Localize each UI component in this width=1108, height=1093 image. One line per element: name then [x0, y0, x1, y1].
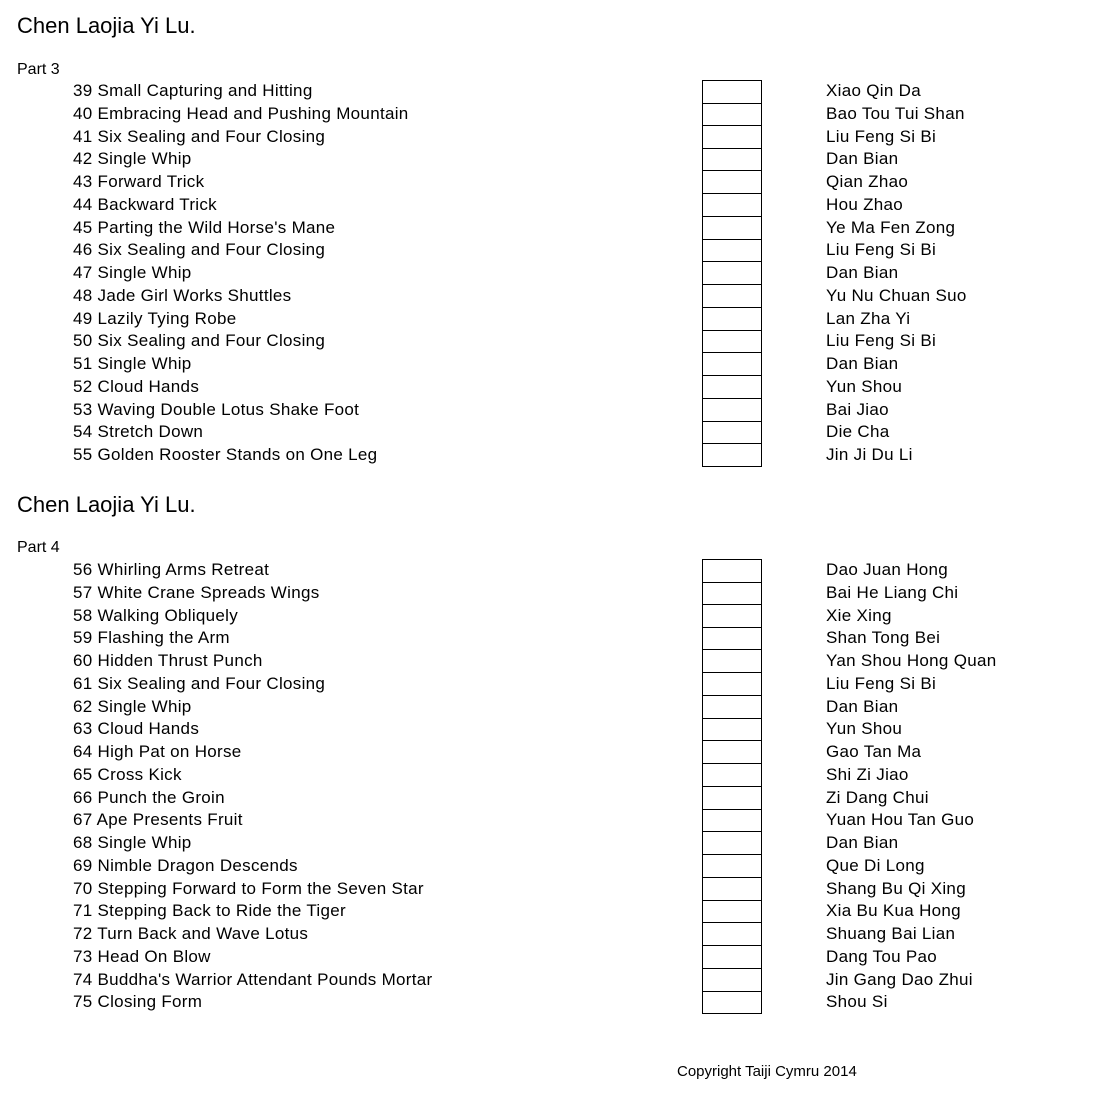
list-item	[0, 809, 1108, 832]
list-item	[0, 650, 1108, 673]
move-name-pinyin: Jin Gang Dao Zhui	[826, 970, 973, 989]
move-name-pinyin: Ye Ma Fen Zong	[826, 218, 956, 237]
move-name-english: 55 Golden Rooster Stands on One Leg	[73, 445, 378, 464]
checkbox-cell[interactable]	[702, 308, 762, 331]
move-name-pinyin: Lan Zha Yi	[826, 309, 911, 328]
move-name-pinyin: Liu Feng Si Bi	[826, 240, 937, 259]
checkbox-cell[interactable]	[702, 80, 762, 104]
checkbox-cell[interactable]	[702, 991, 762, 1014]
list-item	[0, 376, 1108, 399]
move-name-english: 40 Embracing Head and Pushing Mountain	[73, 104, 409, 123]
move-name-pinyin: Shuang Bai Lian	[826, 924, 956, 943]
move-name-pinyin: Liu Feng Si Bi	[826, 127, 937, 146]
move-name-english: 47 Single Whip	[73, 263, 192, 282]
checkbox-cell[interactable]	[702, 171, 762, 194]
checkbox-cell[interactable]	[702, 878, 762, 901]
checkbox-cell[interactable]	[702, 718, 762, 741]
list-item	[0, 308, 1108, 331]
move-name-english: 49 Lazily Tying Robe	[73, 309, 237, 328]
move-name-english: 63 Cloud Hands	[73, 719, 200, 738]
checkbox-cell[interactable]	[702, 285, 762, 308]
move-name-english: 72 Turn Back and Wave Lotus	[73, 924, 309, 943]
move-name-english: 51 Single Whip	[73, 354, 192, 373]
move-name-pinyin: Zi Dang Chui	[826, 788, 929, 807]
checkbox-cell[interactable]	[702, 627, 762, 650]
list-item	[0, 239, 1108, 262]
move-name-pinyin: Hou Zhao	[826, 195, 904, 214]
checkbox-cell[interactable]	[702, 764, 762, 787]
checkbox-cell[interactable]	[702, 650, 762, 673]
section-part4-title: Chen Laojia Yi Lu.	[17, 492, 196, 517]
move-name-pinyin: Xia Bu Kua Hong	[826, 901, 961, 920]
move-name-english: 44 Backward Trick	[73, 195, 217, 214]
section-part4-label: Part 4	[17, 539, 60, 556]
move-name-english: 67 Ape Presents Fruit	[73, 810, 243, 829]
checkbox-cell[interactable]	[702, 741, 762, 764]
move-name-pinyin: Yun Shou	[826, 377, 903, 396]
move-name-english: 39 Small Capturing and Hitting	[73, 81, 313, 100]
move-name-english: 59 Flashing the Arm	[73, 628, 230, 647]
list-item	[0, 787, 1108, 810]
move-name-pinyin: Yu Nu Chuan Suo	[826, 286, 967, 305]
move-name-pinyin: Shang Bu Qi Xing	[826, 879, 966, 898]
move-name-pinyin: Yan Shou Hong Quan	[826, 651, 997, 670]
move-name-pinyin: Bao Tou Tui Shan	[826, 104, 965, 123]
checkbox-cell[interactable]	[702, 696, 762, 719]
checkbox-cell[interactable]	[702, 809, 762, 832]
list-item	[0, 217, 1108, 240]
list-item	[0, 444, 1108, 467]
move-name-pinyin: Qian Zhao	[826, 172, 909, 191]
checkbox-cell[interactable]	[702, 148, 762, 171]
move-name-english: 74 Buddha's Warrior Attendant Pounds Mortar	[73, 970, 433, 989]
list-item	[0, 421, 1108, 444]
checkbox-cell[interactable]	[702, 239, 762, 262]
move-name-english: 73 Head On Blow	[73, 947, 211, 966]
list-item	[0, 171, 1108, 194]
checkbox-cell[interactable]	[702, 217, 762, 240]
move-name-pinyin: Jin Ji Du Li	[826, 445, 913, 464]
list-item	[0, 285, 1108, 308]
checkbox-cell[interactable]	[702, 103, 762, 126]
checkbox-cell[interactable]	[702, 444, 762, 467]
checkbox-cell[interactable]	[702, 946, 762, 969]
list-item	[0, 696, 1108, 719]
move-name-english: 50 Six Sealing and Four Closing	[73, 331, 326, 350]
checkbox-cell[interactable]	[702, 969, 762, 992]
move-name-english: 65 Cross Kick	[73, 765, 182, 784]
checkbox-cell[interactable]	[702, 832, 762, 855]
move-name-pinyin: Shan Tong Bei	[826, 628, 941, 647]
list-item	[0, 764, 1108, 787]
checkbox-cell[interactable]	[702, 900, 762, 923]
move-name-pinyin: Gao Tan Ma	[826, 742, 922, 761]
checkbox-cell[interactable]	[702, 605, 762, 628]
move-name-pinyin: Que Di Long	[826, 856, 925, 875]
checkbox-cell[interactable]	[702, 559, 762, 583]
move-name-pinyin: Dan Bian	[826, 697, 899, 716]
move-name-english: 62 Single Whip	[73, 697, 192, 716]
checkbox-cell[interactable]	[702, 923, 762, 946]
list-item	[0, 582, 1108, 605]
list-item	[0, 946, 1108, 969]
list-item	[0, 194, 1108, 217]
list-item	[0, 718, 1108, 741]
checkbox-cell[interactable]	[702, 330, 762, 353]
checkbox-cell[interactable]	[702, 582, 762, 605]
move-name-english: 48 Jade Girl Works Shuttles	[73, 286, 292, 305]
move-name-pinyin: Dan Bian	[826, 833, 899, 852]
move-name-pinyin: Bai Jiao	[826, 400, 889, 419]
move-name-pinyin: Dao Juan Hong	[826, 560, 949, 579]
list-item	[0, 878, 1108, 901]
move-name-pinyin: Yun Shou	[826, 719, 903, 738]
move-name-english: 46 Six Sealing and Four Closing	[73, 240, 326, 259]
list-item	[0, 330, 1108, 353]
move-name-pinyin: Xie Xing	[826, 606, 892, 625]
list-item	[0, 991, 1108, 1014]
move-name-pinyin: Dan Bian	[826, 149, 899, 168]
checkbox-cell[interactable]	[702, 855, 762, 878]
checkbox-cell[interactable]	[702, 194, 762, 217]
move-name-english: 57 White Crane Spreads Wings	[73, 583, 320, 602]
checkbox-cell[interactable]	[702, 353, 762, 376]
list-item	[0, 103, 1108, 126]
copyright-text: Copyright Taiji Cymru 2014	[677, 1063, 857, 1080]
list-item	[0, 855, 1108, 878]
move-name-english: 64 High Pat on Horse	[73, 742, 242, 761]
list-item	[0, 923, 1108, 946]
list-item	[0, 148, 1108, 171]
move-name-english: 69 Nimble Dragon Descends	[73, 856, 298, 875]
list-item	[0, 559, 1108, 582]
move-name-english: 41 Six Sealing and Four Closing	[73, 127, 326, 146]
checkbox-cell[interactable]	[702, 262, 762, 285]
move-name-english: 66 Punch the Groin	[73, 788, 225, 807]
move-name-english: 42 Single Whip	[73, 149, 192, 168]
move-name-english: 71 Stepping Back to Ride the Tiger	[73, 901, 346, 920]
list-item	[0, 969, 1108, 992]
move-name-english: 53 Waving Double Lotus Shake Foot	[73, 400, 360, 419]
list-item	[0, 832, 1108, 855]
list-item	[0, 605, 1108, 628]
move-name-pinyin: Dan Bian	[826, 354, 899, 373]
move-name-english: 43 Forward Trick	[73, 172, 205, 191]
checkbox-cell[interactable]	[702, 787, 762, 810]
move-name-english: 61 Six Sealing and Four Closing	[73, 674, 326, 693]
move-name-english: 60 Hidden Thrust Punch	[73, 651, 263, 670]
move-name-english: 58 Walking Obliquely	[73, 606, 239, 625]
list-item	[0, 80, 1108, 103]
move-name-english: 75 Closing Form	[73, 992, 203, 1011]
list-item	[0, 353, 1108, 376]
section-part3-title: Chen Laojia Yi Lu.	[17, 13, 196, 38]
move-name-pinyin: Xiao Qin Da	[826, 81, 921, 100]
checkbox-cell[interactable]	[702, 673, 762, 696]
move-name-english: 70 Stepping Forward to Form the Seven Star	[73, 879, 424, 898]
move-name-pinyin: Liu Feng Si Bi	[826, 331, 937, 350]
list-item	[0, 741, 1108, 764]
list-item	[0, 262, 1108, 285]
checkbox-cell[interactable]	[702, 421, 762, 444]
list-item	[0, 673, 1108, 696]
list-item	[0, 627, 1108, 650]
move-name-pinyin: Dan Bian	[826, 263, 899, 282]
checkbox-cell[interactable]	[702, 126, 762, 149]
move-name-pinyin: Shi Zi Jiao	[826, 765, 909, 784]
move-name-english: 54 Stretch Down	[73, 422, 204, 441]
move-name-english: 68 Single Whip	[73, 833, 192, 852]
move-name-pinyin: Dang Tou Pao	[826, 947, 938, 966]
move-name-pinyin: Die Cha	[826, 422, 890, 441]
checkbox-cell[interactable]	[702, 399, 762, 422]
section-part3-label: Part 3	[17, 61, 60, 78]
list-item	[0, 900, 1108, 923]
checkbox-cell[interactable]	[702, 376, 762, 399]
move-name-english: 45 Parting the Wild Horse's Mane	[73, 218, 336, 237]
move-name-pinyin: Yuan Hou Tan Guo	[826, 810, 975, 829]
move-name-english: 56 Whirling Arms Retreat	[73, 560, 270, 579]
move-name-pinyin: Liu Feng Si Bi	[826, 674, 937, 693]
move-name-english: 52 Cloud Hands	[73, 377, 200, 396]
move-name-pinyin: Bai He Liang Chi	[826, 583, 959, 602]
list-item	[0, 126, 1108, 149]
list-item	[0, 399, 1108, 422]
move-name-pinyin: Shou Si	[826, 992, 888, 1011]
